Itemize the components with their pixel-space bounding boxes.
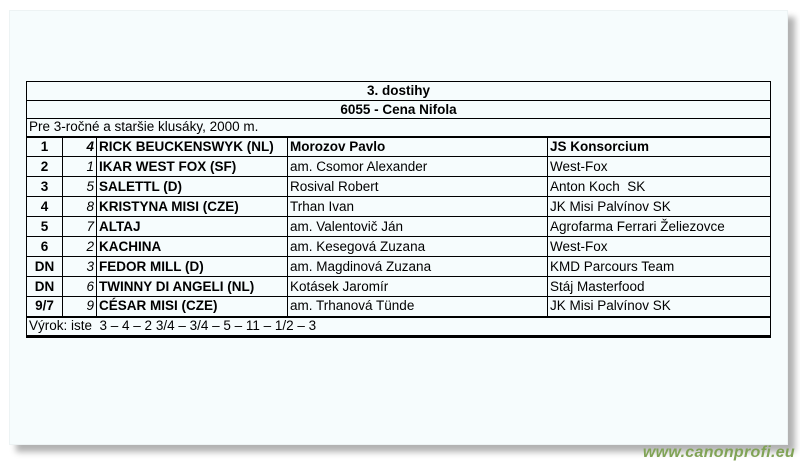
race-number-header: 3. dostihy xyxy=(27,82,771,101)
owner-cell: West-Fox xyxy=(548,237,771,257)
owner-cell: West-Fox xyxy=(548,157,771,177)
owner-cell: JK Misi Palvínov SK xyxy=(548,297,771,317)
result-row xyxy=(27,197,771,217)
start-number-cell: 3 xyxy=(63,257,97,277)
result-row xyxy=(27,157,771,177)
horse-name-cell: TWINNY DI ANGELI (NL) xyxy=(97,277,288,297)
result-row xyxy=(27,277,771,297)
start-number-cell: 7 xyxy=(63,217,97,237)
race-conditions: Pre 3-ročné a staršie klusáky, 2000 m. xyxy=(27,119,771,137)
horse-name-cell: RICK BEUCKENSWYK (NL) xyxy=(97,137,288,157)
document-page xyxy=(9,10,788,445)
owner-cell: Agrofarma Ferrari Želiezovce xyxy=(548,217,771,237)
place-cell: 5 xyxy=(27,217,63,237)
place-cell: 2 xyxy=(27,157,63,177)
start-number-cell: 8 xyxy=(63,197,97,217)
horse-name-cell: ALTAJ xyxy=(97,217,288,237)
results-table xyxy=(26,81,771,338)
start-number-cell: 5 xyxy=(63,177,97,197)
horse-name-cell: IKAR WEST FOX (SF) xyxy=(97,157,288,177)
result-row xyxy=(27,237,771,257)
owner-cell: JS Konsorcium xyxy=(548,137,771,157)
horse-name-cell: KRISTYNA MISI (CZE) xyxy=(97,197,288,217)
start-number-cell: 9 xyxy=(63,297,97,317)
start-number-cell: 4 xyxy=(63,137,97,157)
place-cell: 9/7 xyxy=(27,297,63,317)
horse-name-cell: CÉSAR MISI (CZE) xyxy=(97,297,288,317)
driver-cell: am. Trhanová Tünde xyxy=(288,297,548,317)
result-row xyxy=(27,217,771,237)
driver-cell: Kotásek Jaromír xyxy=(288,277,548,297)
race-conditions-row xyxy=(27,119,771,137)
place-cell: 1 xyxy=(27,137,63,157)
driver-cell: Rosival Robert xyxy=(288,177,548,197)
driver-cell: Trhan Ivan xyxy=(288,197,548,217)
start-number-cell: 6 xyxy=(63,277,97,297)
place-cell: 6 xyxy=(27,237,63,257)
race-name-row xyxy=(27,101,771,119)
owner-cell: KMD Parcours Team xyxy=(548,257,771,277)
place-cell: DN xyxy=(27,277,63,297)
start-number-cell: 2 xyxy=(63,237,97,257)
result-row xyxy=(27,137,771,157)
driver-cell: am. Valentovič Ján xyxy=(288,217,548,237)
race-name-header: 6055 - Cena Nifola xyxy=(27,101,771,119)
result-row xyxy=(27,257,771,277)
place-cell: DN xyxy=(27,257,63,277)
driver-cell: am. Csomor Alexander xyxy=(288,157,548,177)
horse-name-cell: KACHINA xyxy=(97,237,288,257)
horse-name-cell: FEDOR MILL (D) xyxy=(97,257,288,277)
race-number-row xyxy=(27,82,771,101)
start-number-cell: 1 xyxy=(63,157,97,177)
owner-cell: Anton Koch SK xyxy=(548,177,771,197)
driver-cell: am. Magdinová Zuzana xyxy=(288,257,548,277)
place-cell: 3 xyxy=(27,177,63,197)
result-row xyxy=(27,297,771,317)
driver-cell: am. Kesegová Zuzana xyxy=(288,237,548,257)
place-cell: 4 xyxy=(27,197,63,217)
driver-cell: Morozov Pavlo xyxy=(288,137,548,157)
verdict-text: Výrok: iste 3 – 4 – 2 3/4 – 3/4 – 5 – 11 – 1/2 – 3 xyxy=(27,317,771,337)
owner-cell: Stáj Masterfood xyxy=(548,277,771,297)
horse-name-cell: SALETTL (D) xyxy=(97,177,288,197)
result-row xyxy=(27,177,771,197)
owner-cell: JK Misi Palvínov SK xyxy=(548,197,771,217)
verdict-row xyxy=(27,317,771,337)
watermark-url: www.canonprofi.eu xyxy=(642,444,795,461)
